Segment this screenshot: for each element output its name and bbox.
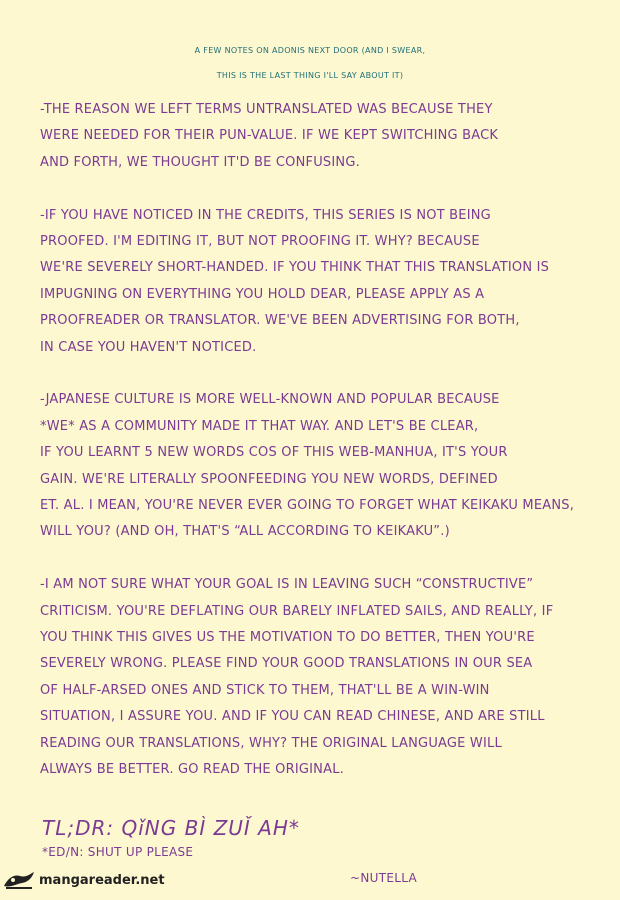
note-line: -I AM NOT SURE WHAT YOUR GOAL IS IN LEAVING SUCH “CONSTRUCTIVE”: [40, 577, 534, 593]
note-line: *WE* AS A COMMUNITY MADE IT THAT WAY. AND LET'S BE CLEAR,: [40, 418, 479, 434]
signature: ~NUTELLA: [350, 871, 417, 885]
note-line: IN CASE YOU HAVEN'T NOTICED.: [40, 339, 257, 355]
editor-note: *ED/N: SHUT UP PLEASE: [42, 845, 194, 859]
note-line: PROOFED. I'M EDITING IT, BUT NOT PROOFING IT. WHY? BECAUSE: [40, 234, 480, 250]
note-line: CRITICISM. YOU'RE DEFLATING OUR BARELY INFLATED SAILS, AND REALLY, IF: [40, 603, 554, 619]
note-line: SEVERELY WRONG. PLEASE FIND YOUR GOOD TRANSLATIONS IN OUR SEA: [40, 656, 533, 672]
title-line-2: THIS IS THE LAST THING I'LL SAY ABOUT IT): [216, 71, 404, 80]
note-paragraph: [40, 572, 600, 783]
note-paragraph: [40, 97, 600, 176]
note-line: ET. AL. I MEAN, YOU'RE NEVER EVER GOING TO FORGET WHAT KEIKAKU MEANS,: [40, 498, 575, 514]
watermark-text: mangareader.net: [39, 872, 165, 888]
note-line: WERE NEEDED FOR THEIR PUN-VALUE. IF WE KEPT SWITCHING BACK: [40, 128, 499, 144]
note-line: PROOFREADER OR TRANSLATOR. WE'VE BEEN ADVERTISING FOR BOTH,: [40, 313, 520, 329]
note-paragraph: [40, 203, 600, 361]
note-line: -IF YOU HAVE NOTICED IN THE CREDITS, THIS SERIES IS NOT BEING: [40, 207, 491, 223]
note-line: YOU THINK THIS GIVES US THE MOTIVATION TO DO BETTER, THEN YOU'RE: [40, 630, 535, 646]
title-line-1: A FEW NOTES ON ADONIS NEXT DOOR (AND I SWEAR,: [194, 46, 426, 55]
note-line: OF HALF-ARSED ONES AND STICK TO THEM, THAT'LL BE A WIN-WIN: [40, 682, 490, 698]
note-line: ALWAYS BE BETTER. GO READ THE ORIGINAL.: [40, 762, 344, 778]
notes-body: [40, 97, 600, 810]
note-line: IF YOU LEARNT 5 NEW WORDS COS OF THIS WEB-MANHUA, IT'S YOUR: [40, 445, 508, 461]
note-line: AND FORTH, WE THOUGHT IT'D BE CONFUSING.: [40, 154, 360, 170]
page-title: [0, 38, 620, 88]
tldr-line: TL;DR: QǐNG BÌ ZUǏ AH*: [42, 816, 300, 840]
note-line: WE'RE SEVERELY SHORT-HANDED. IF YOU THINK THAT THIS TRANSLATION IS: [40, 260, 550, 276]
note-line: -THE REASON WE LEFT TERMS UNTRANSLATED WAS BECAUSE THEY: [40, 102, 493, 117]
note-line: GAIN. WE'RE LITERALLY SPOONFEEDING YOU NEW WORDS, DEFINED: [40, 471, 498, 487]
note-paragraph: [40, 387, 600, 545]
note-line: READING OUR TRANSLATIONS, WHY? THE ORIGINAL LANGUAGE WILL: [40, 735, 502, 751]
note-line: WILL YOU? (AND OH, THAT'S “ALL ACCORDING TO KEIKAKU”.): [40, 524, 450, 540]
mangareader-logo-icon: [2, 868, 36, 892]
watermark: [2, 866, 165, 894]
note-line: IMPUGNING ON EVERYTHING YOU HOLD DEAR, PLEASE APPLY AS A: [40, 286, 485, 302]
note-line: SITUATION, I ASSURE YOU. AND IF YOU CAN READ CHINESE, AND ARE STILL: [40, 709, 545, 725]
note-line: -JAPANESE CULTURE IS MORE WELL-KNOWN AND POPULAR BECAUSE: [40, 392, 500, 408]
